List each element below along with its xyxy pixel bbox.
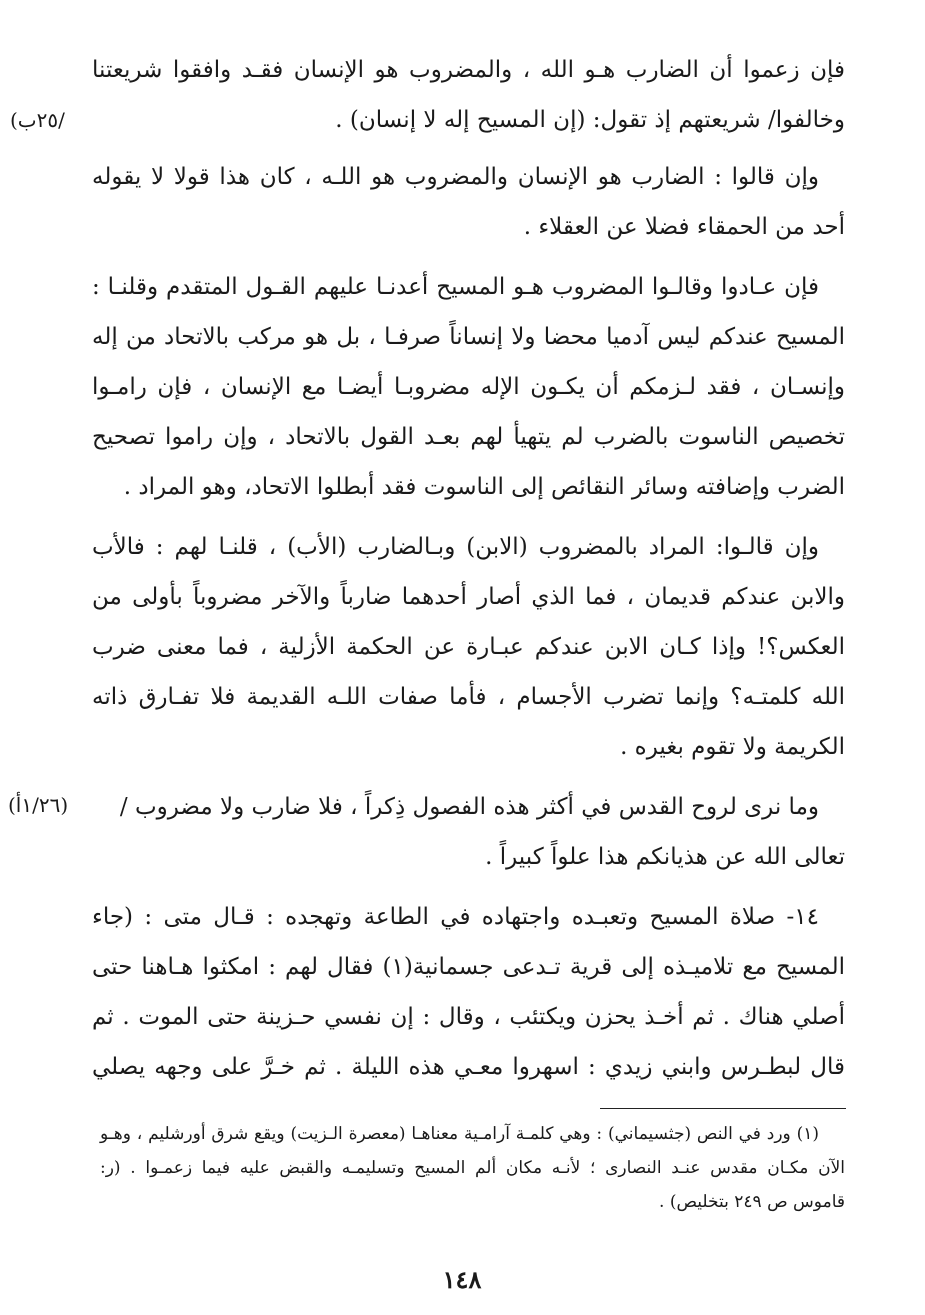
footnote-line: قاموس ص ٢٤٩ بتخليص) . [659,1192,845,1212]
text-line: تخصيص الناسوت بالضرب لم يتهيأ لهم بعـد القول بالاتحاد ، وإن راموا تصحيح [92,424,845,450]
text-line: الله كلمتـه؟ وإنما تضرب الأجسام ، فأما صفات اللـه القديمة فلا تفـارق ذاته [92,684,845,710]
text-line: المسيح عندكم ليس آدميا محضا ولا إنساناً صرفـا ، بل هو مركب بالاتحاد من إله [92,324,845,350]
text-line: ١٤- صلاة المسيح وتعبـده واجتهاده في الطاعة وتهجده : قـال متى : (جاء [92,904,819,930]
text-line: وإنسـان ، فقد لـزمكم أن يكـون الإله مضروبـا أيضـا مع الإنسان ، فإن رامـوا [92,374,845,400]
footnote-line: الآن مكـان مقدس عنـد النصارى ؛ لأنـه مكان ألم المسيح وتسليمـه والقبض عليه فيما زعمـوا . (ر: [100,1158,845,1178]
text-line: الضرب وإضافته وسائر النقائص إلى الناسوت فقد أبطلوا الاتحاد، وهو المراد . [123,474,845,500]
text-line: فإن عـادوا وقالـوا المضروب هـو المسيح أعدنـا عليهم القـول المتقدم وقلنـا : [92,274,819,300]
text-line: وإن قالوا : الضارب هو الإنسان والمضروب هو اللـه ، كان هذا قولا لا يقوله [92,164,819,190]
text-line: والابن عندكم قديمان ، فما الذي أصار أحدهما ضارباً والآخر مضروباً بأولى من [92,584,845,610]
text-line: وما نرى لروح القدس في أكثر هذه الفصول ذِكراً ، فلا ضارب ولا مضروب / [119,794,819,820]
margin-folio-note: /٢٥ب) [10,108,65,132]
footnote-line: (١) ورد في النص (جثسيماني) : وهي كلمـة آرامـية معناهـا (معصرة الـزيت) ويقع شرق أورشليم ، وهـو [100,1124,819,1144]
text-line: الكريمة ولا تقوم بغيره . [620,734,845,760]
text-line: وخالفوا/ شريعتهم إذ تقول: (إن المسيح إله لا إنسان) . [335,107,845,133]
text-line: فإن زعموا أن الضارب هـو الله ، والمضروب هو الإنسان فقـد وافقوا شريعتنا [92,57,845,83]
page-number: ١٤٨ [442,1265,482,1294]
text-line: أحد من الحمقاء فضلا عن العقلاء . [523,214,845,240]
text-line: أصلي هناك . ثم أخـذ يحزن ويكتئب ، وقال : إن نفسي حـزينة حتى الموت . ثم [92,1004,845,1030]
text-line: تعالى الله عن هذيانكم هذا علواً كبيراً . [485,844,845,870]
footnote-divider [600,1108,846,1109]
text-line: العكس؟! وإذا كـان الابن عندكم عبـارة عن الحكمة الأزلية ، فما معنى ضرب [92,634,845,660]
text-line: وإن قالـوا: المراد بالمضروب (الابن) وبـالضارب (الأب) ، قلنـا لهم : فالأب [92,534,819,560]
margin-folio-note: (١/٢٦أ) [8,793,69,817]
text-line: المسيح مع تلاميـذه إلى قرية تـدعى جسمانية(١) فقال لهم : امكثوا هـاهنا حتى [92,954,845,980]
text-line: قال لبطـرس وابني زيدي : اسهروا معـي هذه الليلة . ثم خـرَّ على وجهه يصلي [92,1054,845,1080]
